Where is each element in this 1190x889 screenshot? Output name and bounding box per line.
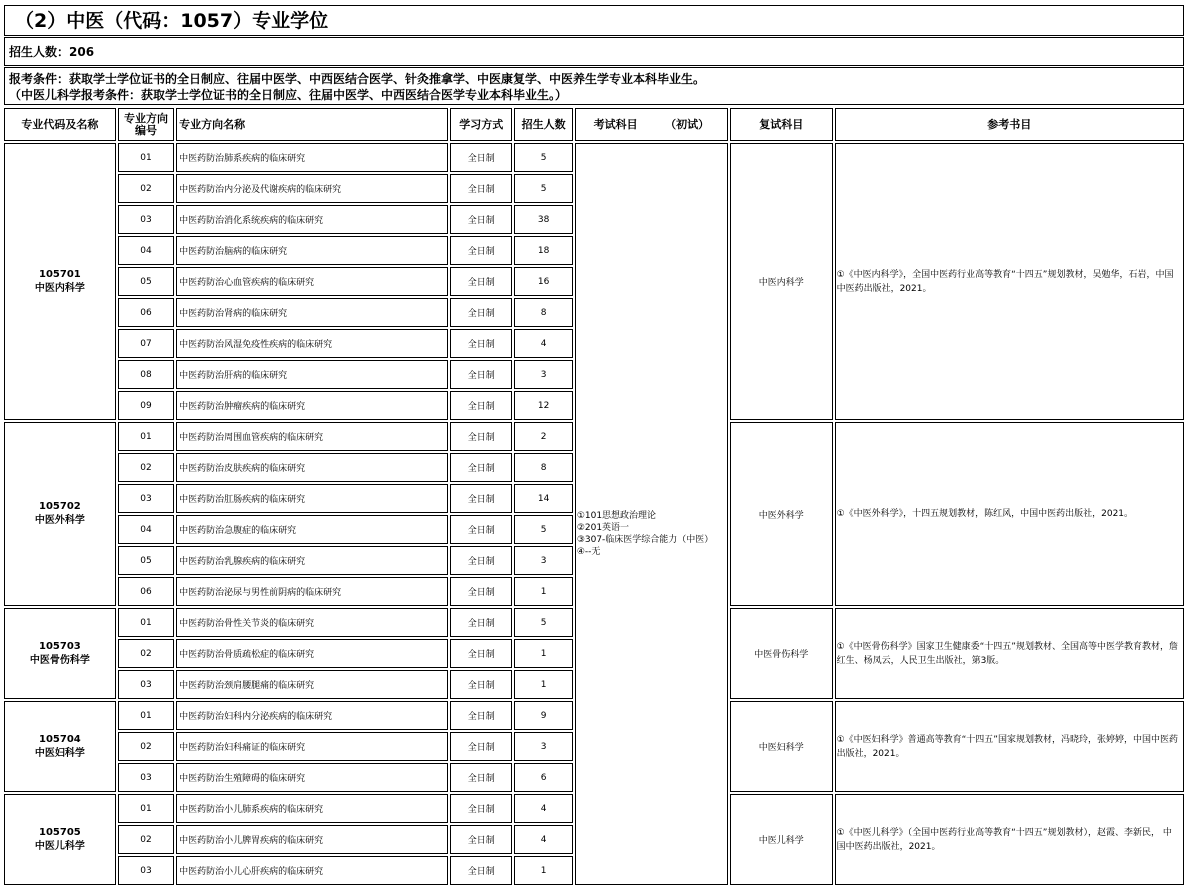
direction-name: 中医药防治周围血管疾病的临床研究: [176, 422, 448, 451]
study-mode: 全日制: [450, 453, 512, 482]
quota: 16: [514, 267, 572, 296]
exam-subject: ④--无: [576, 547, 601, 557]
direction-no: 01: [118, 422, 174, 451]
major-name: 中医外科学: [34, 515, 85, 526]
direction-no: 03: [118, 763, 174, 792]
major-name: 中医骨伤科学: [29, 654, 90, 666]
study-mode: 全日制: [450, 298, 512, 327]
direction-no: 05: [118, 546, 174, 575]
quota: 5: [514, 143, 572, 172]
direction-name: 中医药防治生殖障碍的临床研究: [176, 763, 448, 792]
quota: 6: [514, 763, 572, 792]
admission-conditions: [4, 67, 1184, 105]
direction-no: 09: [118, 391, 174, 420]
quota: 1: [514, 856, 572, 885]
quota: 38: [514, 205, 572, 234]
retest-subject: 中医骨伤科学: [730, 608, 833, 699]
reference-books: ①《中医儿科学》（全国中医药行业高等教育“十四五”规划教材），赵霞、李新民， 中国中医药出版社，2021。: [835, 794, 1184, 885]
major-name: 中医内科学: [34, 282, 85, 294]
quota: 4: [514, 329, 572, 358]
direction-no: 04: [118, 236, 174, 265]
direction-name: 中医药防治风湿免疫性疾病的临床研究: [176, 329, 448, 358]
major-name: 中医妇科学: [34, 747, 85, 759]
major-code: 105704: [39, 733, 81, 745]
quota: 3: [514, 732, 572, 761]
retest-subject: 中医内科学: [730, 143, 833, 420]
header-direction-no: [118, 108, 174, 141]
direction-name: 中医药防治骨质疏松症的临床研究: [176, 639, 448, 668]
study-mode: 全日制: [450, 732, 512, 761]
direction-no: 01: [118, 608, 174, 637]
study-mode: 全日制: [450, 515, 512, 544]
study-mode: 全日制: [450, 701, 512, 730]
study-mode: 全日制: [450, 670, 512, 699]
study-mode: 全日制: [450, 825, 512, 854]
major-code: 105703: [39, 640, 81, 652]
header-reference-books: 参考书目: [835, 108, 1184, 141]
quota: 12: [514, 391, 572, 420]
direction-no: 04: [118, 515, 174, 544]
quota: 3: [514, 546, 572, 575]
quota: 1: [514, 670, 572, 699]
direction-name: 中医药防治急腹症的临床研究: [176, 515, 448, 544]
direction-name: 中医药防治乳腺疾病的临床研究: [176, 546, 448, 575]
direction-name: 中医药防治妇科内分泌疾病的临床研究: [176, 701, 448, 730]
condition-line: 报考条件：获取学士学位证书的全日制应、往届中医学、中西医结合医学、针灸推拿学、中医康复学、中医养生学专业本科毕业生。: [9, 72, 706, 86]
header-retest-subject: 复试科目: [730, 108, 833, 141]
direction-no: 02: [118, 732, 174, 761]
study-mode: 全日制: [450, 763, 512, 792]
direction-name: 中医药防治小儿肺系疾病的临床研究: [176, 794, 448, 823]
exam-subject: ②201英语一: [576, 523, 630, 533]
study-mode: 全日制: [450, 856, 512, 885]
header-direction-no-line2: 编号: [134, 123, 157, 137]
quota: 8: [514, 298, 572, 327]
exam-subject: ①101思想政治理论: [576, 511, 657, 521]
direction-name: 中医药防治肺系疾病的临床研究: [176, 143, 448, 172]
study-mode: 全日制: [450, 391, 512, 420]
study-mode: 全日制: [450, 236, 512, 265]
direction-no: 07: [118, 329, 174, 358]
direction-name: 中医药防治肾病的临床研究: [176, 298, 448, 327]
retest-subject: 中医妇科学: [730, 701, 833, 792]
major-code: 105701: [39, 268, 81, 280]
study-mode: 全日制: [450, 484, 512, 513]
direction-name: 中医药防治妇科痛证的临床研究: [176, 732, 448, 761]
direction-name: 中医药防治小儿脾胃疾病的临床研究: [176, 825, 448, 854]
direction-no: 02: [118, 639, 174, 668]
direction-no: 01: [118, 143, 174, 172]
direction-no: 01: [118, 701, 174, 730]
program-table: [2, 106, 1186, 887]
major-name: 中医儿科学: [34, 840, 85, 852]
header-major: 专业代码及名称: [4, 108, 116, 141]
major-code: 105705: [39, 826, 81, 838]
direction-name: 中医药防治颈肩腰腿痛的临床研究: [176, 670, 448, 699]
header-direction-name: 专业方向名称: [176, 108, 448, 141]
quota: 5: [514, 174, 572, 203]
reference-books: ①《中医骨伤科学》国家卫生健康委“十四五”规划教材、全国高等中医学教育教材，詹红生、杨凤云，人民卫生出版社，第3版。: [835, 608, 1184, 699]
study-mode: 全日制: [450, 546, 512, 575]
quota: 5: [514, 608, 572, 637]
exam-subjects-cell: [575, 143, 728, 885]
major-cell: [4, 701, 116, 792]
direction-name: 中医药防治肿瘤疾病的临床研究: [176, 391, 448, 420]
direction-name: 中医药防治脑病的临床研究: [176, 236, 448, 265]
direction-no: 02: [118, 174, 174, 203]
quota: 3: [514, 360, 572, 389]
quota: 9: [514, 701, 572, 730]
retest-subject: 中医外科学: [730, 422, 833, 606]
table-body: [4, 143, 1184, 885]
condition-line: （中医儿科学报考条件：获取学士学位证书的全日制应、往届中医学、中西医结合医学专业本科毕业生。）: [9, 88, 568, 102]
enrollment-count: 招生人数：206: [4, 37, 1184, 66]
major-cell: [4, 794, 116, 885]
quota: 18: [514, 236, 572, 265]
direction-no: 02: [118, 453, 174, 482]
quota: 1: [514, 577, 572, 606]
direction-no: 06: [118, 577, 174, 606]
quota: 2: [514, 422, 572, 451]
retest-subject: 中医儿科学: [730, 794, 833, 885]
direction-name: 中医药防治小儿心肝疾病的临床研究: [176, 856, 448, 885]
study-mode: 全日制: [450, 174, 512, 203]
header-direction-no-line1: 专业方向: [123, 111, 168, 125]
direction-name: 中医药防治皮肤疾病的临床研究: [176, 453, 448, 482]
direction-name: 中医药防治肛肠疾病的临床研究: [176, 484, 448, 513]
major-code: 105702: [39, 501, 81, 512]
direction-name: 中医药防治心血管疾病的临床研究: [176, 267, 448, 296]
direction-no: 03: [118, 856, 174, 885]
quota: 4: [514, 794, 572, 823]
major-cell: [4, 143, 116, 420]
table-row: [4, 143, 1184, 172]
quota: 1: [514, 639, 572, 668]
exam-subject: ③307-临床医学综合能力（中医）: [576, 535, 714, 545]
header-exam-subjects: 考试科目 （初试）: [575, 108, 728, 141]
direction-no: 03: [118, 484, 174, 513]
quota: 14: [514, 484, 572, 513]
direction-name: 中医药防治泌尿与男性前阴病的临床研究: [176, 577, 448, 606]
document-page: [4, 5, 1184, 887]
study-mode: 全日制: [450, 608, 512, 637]
direction-no: 08: [118, 360, 174, 389]
quota: 8: [514, 453, 572, 482]
direction-no: 06: [118, 298, 174, 327]
direction-name: 中医药防治内分泌及代谢疾病的临床研究: [176, 174, 448, 203]
quota: 4: [514, 825, 572, 854]
study-mode: 全日制: [450, 794, 512, 823]
reference-books: ①《中医外科学》，十四五规划教材，陈红风，中国中医药出版社，2021。: [835, 422, 1184, 606]
study-mode: 全日制: [450, 329, 512, 358]
quota: 5: [514, 515, 572, 544]
direction-no: 03: [118, 670, 174, 699]
direction-no: 03: [118, 205, 174, 234]
direction-name: 中医药防治肝病的临床研究: [176, 360, 448, 389]
direction-name: 中医药防治消化系统疾病的临床研究: [176, 205, 448, 234]
direction-no: 05: [118, 267, 174, 296]
header-study-mode: 学习方式: [450, 108, 512, 141]
study-mode: 全日制: [450, 577, 512, 606]
page-title: （2）中医（代码：1057）专业学位: [4, 5, 1184, 36]
direction-no: 01: [118, 794, 174, 823]
header-row: [4, 108, 1184, 141]
direction-name: 中医药防治骨性关节炎的临床研究: [176, 608, 448, 637]
major-cell: [4, 422, 116, 606]
reference-books: ①《中医内科学》，全国中医药行业高等教育“十四五”规划教材，吴勉华，石岩，中国中医药出版社，2021。: [835, 143, 1184, 420]
study-mode: 全日制: [450, 143, 512, 172]
study-mode: 全日制: [450, 360, 512, 389]
direction-no: 02: [118, 825, 174, 854]
study-mode: 全日制: [450, 205, 512, 234]
reference-books: ①《中医妇科学》普通高等教育“十四五”国家规划教材，冯晓玲，张婷婷，中国中医药出版社，2021。: [835, 701, 1184, 792]
header-quota: 招生人数: [514, 108, 572, 141]
study-mode: 全日制: [450, 267, 512, 296]
study-mode: 全日制: [450, 639, 512, 668]
major-cell: [4, 608, 116, 699]
study-mode: 全日制: [450, 422, 512, 451]
